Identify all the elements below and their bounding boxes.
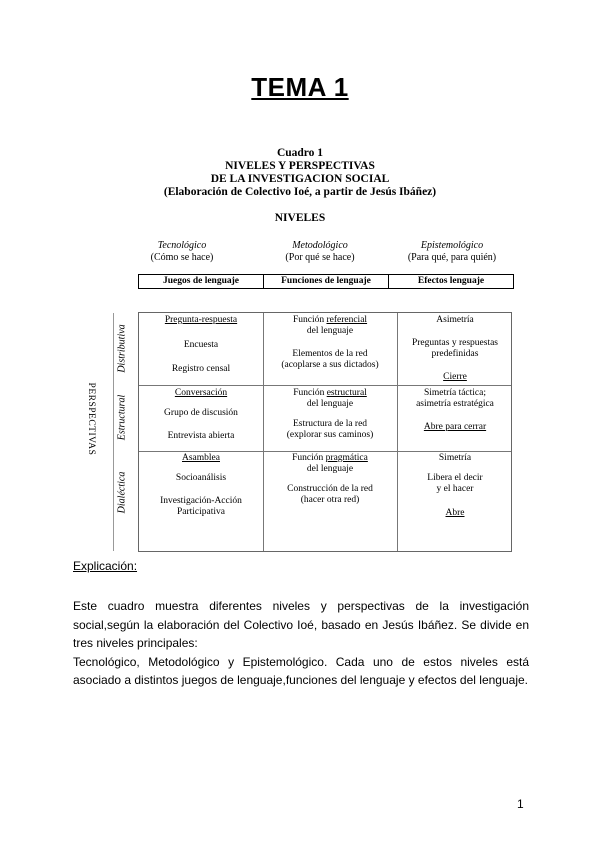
- cell-funciones-estructural: [263, 388, 397, 441]
- caption-line-4: (Elaboración de Colectivo Ioé, a partir de Jesús Ibáñez): [163, 186, 437, 198]
- cell-text: Abre: [445, 508, 465, 518]
- cell-text: Estructura de la red: [292, 419, 368, 429]
- cell-efectos-dialectica: [397, 453, 513, 519]
- explanation-paragraph-2: Tecnológico, Metodológico y Epistemológico. Cada uno de estos niveles está asociado a distintos juegos de lenguaje,funciones del lenguaje y efectos del lenguaje.: [73, 654, 529, 687]
- cell-text: Registro censal: [171, 364, 231, 374]
- niveles-table: [138, 312, 512, 552]
- page-number: 1: [517, 797, 524, 811]
- cell-head: Función referencial: [292, 315, 368, 325]
- cell-head: Función pragmática: [292, 453, 368, 463]
- header-efectos: Efectos lenguaje: [417, 276, 485, 286]
- table-header-row: [138, 274, 514, 289]
- caption-line-3: DE LA INVESTIGACION SOCIAL: [210, 173, 390, 185]
- cell-text: y el hacer: [436, 484, 474, 494]
- row-label-dialectica: Dialéctica: [116, 471, 128, 514]
- cell-text: Elementos de la red: [292, 349, 368, 359]
- cell-text: Encuesta: [183, 340, 219, 350]
- cell-text: predefinidas: [431, 349, 479, 359]
- header-juegos: Juegos de lenguaje: [139, 275, 264, 288]
- row-divider: [139, 385, 511, 386]
- niveles-heading: NIVELES: [274, 212, 326, 224]
- level-name: Tecnológico: [157, 240, 207, 251]
- cell-text: Construcción de la red: [287, 484, 373, 494]
- cell-juegos-dialectica: [139, 453, 263, 518]
- level-metodologico: [250, 240, 390, 264]
- row-label-distributiva: Distributiva: [116, 324, 128, 373]
- cell-juegos-distributiva: [139, 315, 263, 375]
- cell-text: Cierre: [443, 372, 467, 382]
- cell-juegos-estructural: [139, 388, 263, 442]
- cell-head: Asamblea: [182, 453, 220, 463]
- cell-head: Función estructural: [293, 388, 367, 398]
- cell-text: Asimetría: [436, 315, 474, 325]
- cell-text: del lenguaje: [306, 464, 354, 474]
- level-sub: (Por qué se hace): [285, 252, 355, 263]
- cell-text: Abre para cerrar: [423, 422, 487, 432]
- cell-text: asimetría estratégica: [416, 399, 494, 409]
- explanation-paragraph-1: Este cuadro muestra diferentes niveles y perspectivas de la investigación social,según la elaboración del Colectivo Ioé, basado en Jesús Ibáñez. Se divide en tres niveles principales:: [73, 599, 529, 650]
- cell-text: Entrevista abierta: [167, 431, 235, 441]
- level-name: Epistemológico: [420, 240, 484, 251]
- level-name: Metodológico: [292, 240, 348, 251]
- level-tecnologico: [112, 240, 252, 264]
- cell-text: Libera el decir: [427, 473, 483, 483]
- explanation-heading: Explicación:: [73, 559, 138, 573]
- cell-text: (hacer otra red): [300, 495, 360, 505]
- cell-head: Pregunta-respuesta: [164, 315, 238, 325]
- cell-efectos-distributiva: [397, 315, 513, 383]
- header-funciones: Funciones de lenguaje: [264, 275, 389, 288]
- explanation-body: [73, 597, 529, 690]
- row-label-divider: [113, 313, 114, 551]
- level-sub: (Cómo se hace): [150, 252, 214, 263]
- cell-text: Grupo de discusión: [164, 408, 238, 418]
- cell-text: Simetría táctica;: [424, 388, 486, 398]
- cell-text: del lenguaje: [306, 399, 354, 409]
- cell-text: Participativa: [176, 507, 225, 517]
- page-title: TEMA 1: [251, 72, 349, 102]
- cell-head: Conversación: [174, 388, 228, 398]
- cell-text: (acoplarse a sus dictados): [281, 360, 379, 370]
- cell-text: del lenguaje: [306, 326, 354, 336]
- cell-text: Preguntas y respuestas: [411, 338, 498, 348]
- cell-text: Simetría: [438, 453, 472, 463]
- row-label-estructural: Estructural: [116, 394, 128, 441]
- row-divider: [139, 451, 511, 452]
- cell-funciones-dialectica: [263, 453, 397, 506]
- perspectivas-label: PERSPECTIVAS: [86, 382, 96, 456]
- cell-text: (explorar sus caminos): [286, 430, 374, 440]
- cell-text: Investigación-Acción: [160, 496, 242, 506]
- cell-text: Socioanálisis: [175, 473, 227, 483]
- level-sub: (Para qué, para quién): [407, 252, 497, 263]
- cell-funciones-distributiva: [263, 315, 397, 371]
- caption-line-2: NIVELES Y PERSPECTIVAS: [225, 160, 375, 172]
- level-epistemologico: [382, 240, 522, 264]
- cell-efectos-estructural: [397, 388, 513, 433]
- caption-line-1: Cuadro 1: [276, 147, 324, 159]
